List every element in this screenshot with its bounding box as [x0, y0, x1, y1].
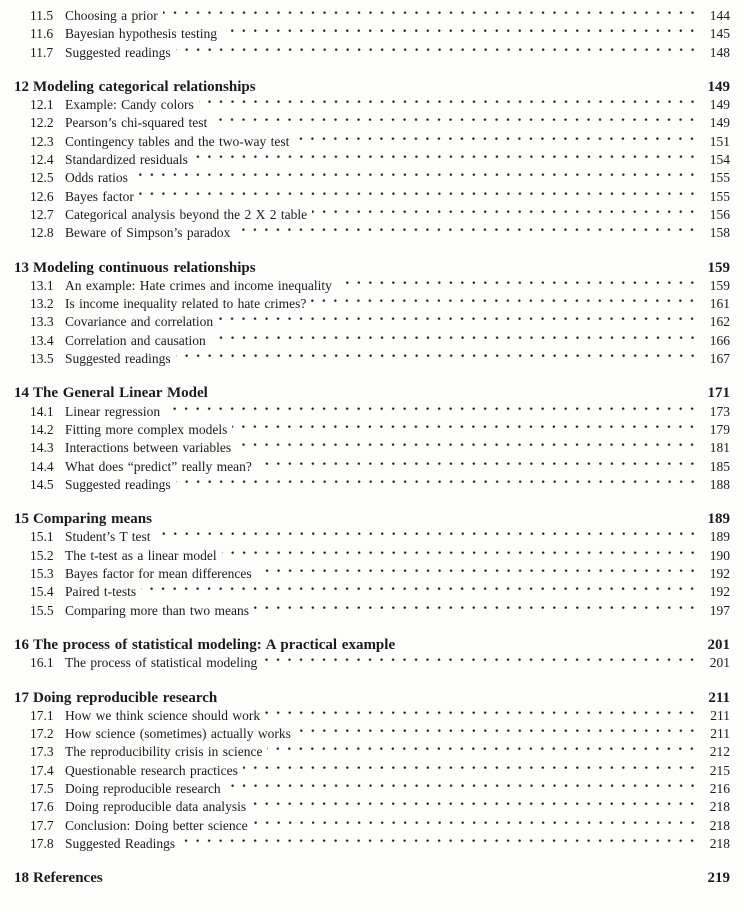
section-title: Example: Candy colors: [65, 97, 194, 113]
section-page-number: 166: [709, 332, 730, 348]
section-number: 11.5: [30, 8, 54, 23]
chapter-page-number: 171: [707, 385, 730, 402]
section-title: Questionable research practices: [65, 762, 238, 778]
section-page-number: 212: [709, 744, 730, 760]
section-title: The t-test as a linear model: [65, 547, 217, 563]
section-number: 12.7: [30, 206, 54, 222]
section-number: 17.3: [30, 744, 54, 760]
section-page-number: 158: [709, 225, 730, 241]
section-title: Suggested Readings: [65, 835, 176, 851]
section-number: 16.1: [30, 655, 54, 671]
toc-section-entry[interactable]: [30, 707, 730, 725]
toc-chapter-block: [14, 384, 730, 494]
section-number: 15.1: [30, 529, 54, 545]
section-title: Odds ratios: [65, 170, 128, 186]
section-page-number: 148: [709, 44, 730, 60]
section-title: An example: Hate crimes and income inequality: [65, 277, 332, 293]
section-title: Is income inequality related to hate crimes?: [65, 296, 307, 312]
toc-section-entry[interactable]: [30, 224, 730, 242]
section-number: 11.6: [30, 26, 54, 42]
toc-section-entry[interactable]: [30, 403, 730, 421]
dot-leader: [176, 44, 698, 62]
section-number: 17.8: [30, 835, 54, 851]
section-number: 14.5: [30, 476, 54, 492]
section-page-number: 218: [709, 817, 730, 833]
section-page-number: 145: [709, 26, 730, 42]
dot-leader: [311, 295, 698, 313]
dot-leader: [211, 332, 698, 350]
section-title: Pearson’s chi-squared test: [65, 115, 208, 131]
dot-leader: [165, 403, 698, 421]
toc-chapter-entry[interactable]: [14, 259, 730, 277]
section-page-number: 149: [709, 115, 730, 131]
chapter-title: The process of statistical modeling: A practical example: [33, 636, 396, 653]
dot-leader: [139, 188, 698, 206]
dot-leader: [193, 151, 698, 169]
section-title: Comparing more than two means: [65, 602, 249, 618]
section-title: Doing reproducible data analysis: [65, 799, 247, 815]
section-page-number: 151: [709, 133, 730, 149]
toc-section-entry[interactable]: [30, 547, 730, 565]
toc-section-entry[interactable]: [30, 133, 730, 151]
section-number: 12.1: [30, 97, 54, 113]
toc-section-entry[interactable]: [30, 421, 730, 439]
toc-section-entry[interactable]: [30, 7, 730, 25]
dot-leader: [257, 458, 698, 476]
section-page-number: 156: [709, 206, 730, 222]
toc-section-entry[interactable]: [30, 169, 730, 187]
chapter-number: 16: [14, 636, 29, 653]
section-number: 12.3: [30, 133, 54, 149]
toc-section-entry[interactable]: [30, 277, 730, 295]
section-page-number: 185: [709, 458, 730, 474]
section-number: 15.5: [30, 602, 54, 618]
dot-leader: [267, 743, 698, 761]
section-title: How science (sometimes) actually works: [65, 726, 291, 742]
chapter-page-number: 201: [707, 636, 730, 653]
section-page-number: 181: [709, 440, 730, 456]
dot-leader: [254, 602, 698, 620]
dot-leader: [296, 725, 698, 743]
dot-leader: [133, 169, 698, 187]
section-number: 14.3: [30, 440, 54, 456]
dot-leader: [253, 817, 698, 835]
toc-section-entry[interactable]: [30, 476, 730, 494]
toc-chapter-entry[interactable]: [14, 384, 730, 402]
dot-leader: [176, 476, 698, 494]
section-number: 12.5: [30, 170, 54, 186]
section-page-number: 218: [709, 799, 730, 815]
section-page-number: 179: [709, 421, 730, 437]
section-title: Contingency tables and the two-way test: [65, 133, 290, 149]
dot-leader: [232, 421, 698, 439]
section-page-number: 173: [709, 403, 730, 419]
dot-leader: [236, 439, 698, 457]
section-page-number: 155: [709, 170, 730, 186]
section-title: Student’s T test: [65, 529, 151, 545]
section-number: 17.4: [30, 762, 54, 778]
section-number: 17.2: [30, 726, 54, 742]
toc-section-entry[interactable]: [30, 332, 730, 350]
toc-section-entry[interactable]: [30, 151, 730, 169]
dot-leader: [212, 114, 698, 132]
section-title: What does “predict” really mean?: [65, 458, 252, 474]
toc-chapter-block: [14, 259, 730, 369]
toc-section-entry[interactable]: [30, 654, 730, 672]
chapter-number: 13: [14, 259, 29, 276]
toc-section-entry[interactable]: [30, 96, 730, 114]
dot-leader: [176, 350, 698, 368]
section-title: The reproducibility crisis in science: [65, 744, 263, 760]
chapter-title: Comparing means: [33, 511, 152, 528]
dot-leader: [180, 835, 698, 853]
section-number: 12.6: [30, 188, 54, 204]
section-number: 17.6: [30, 799, 54, 815]
toc-section-entry[interactable]: [30, 25, 730, 43]
dot-leader: [218, 313, 698, 331]
section-page-number: 161: [709, 296, 730, 312]
section-number: 14.4: [30, 458, 54, 474]
toc-section-entry[interactable]: [30, 743, 730, 761]
section-title: Beware of Simpson’s paradox: [65, 225, 231, 241]
toc-chapter-entry[interactable]: [14, 869, 730, 887]
chapter-title: The General Linear Model: [33, 385, 208, 402]
section-page-number: 192: [709, 584, 730, 600]
toc-chapter-block: [14, 689, 730, 854]
toc-section-entry[interactable]: [30, 313, 730, 331]
section-number: 15.2: [30, 547, 54, 563]
section-page-number: 155: [709, 188, 730, 204]
toc-section-entry[interactable]: [30, 114, 730, 132]
chapter-page-number: 159: [707, 259, 730, 276]
section-number: 17.5: [30, 780, 54, 796]
dot-leader: [257, 565, 698, 583]
section-number: 11.7: [30, 44, 54, 60]
toc-section-entry[interactable]: [30, 762, 730, 780]
toc-section-entry[interactable]: [30, 835, 730, 853]
toc-chapter-entry[interactable]: [14, 689, 730, 707]
section-number: 13.1: [30, 277, 54, 293]
section-title: Conclusion: Doing better science: [65, 817, 248, 833]
section-title: Doing reproducible research: [65, 780, 221, 796]
toc-chapter-block: [14, 510, 730, 620]
chapter-number: 12: [14, 78, 29, 95]
section-number: 12.8: [30, 225, 54, 241]
section-page-number: 216: [709, 780, 730, 796]
section-title: Bayes factor for mean differences: [65, 566, 252, 582]
toc-chapter-entry[interactable]: [14, 78, 730, 96]
toc-section-entry[interactable]: [30, 188, 730, 206]
toc-chapter-block: [14, 78, 730, 243]
section-title: Paired t-tests: [65, 584, 137, 600]
dot-leader: [312, 206, 698, 224]
section-page-number: 189: [709, 529, 730, 545]
toc-section-entry[interactable]: [30, 725, 730, 743]
section-title: Interactions between variables: [65, 440, 232, 456]
chapter-number: 14: [14, 385, 29, 402]
section-page-number: 188: [709, 476, 730, 492]
section-title: Suggested readings: [65, 44, 171, 60]
section-number: 17.1: [30, 707, 54, 723]
chapter-page-number: 149: [707, 78, 730, 95]
toc-section-entry[interactable]: [30, 583, 730, 601]
section-title: Linear regression: [65, 403, 161, 419]
section-page-number: 167: [709, 351, 730, 367]
section-page-number: 211: [710, 726, 730, 742]
toc-section-entry[interactable]: [30, 602, 730, 620]
section-number: 14.1: [30, 403, 54, 419]
section-page-number: 162: [709, 314, 730, 330]
section-page-number: 218: [709, 835, 730, 851]
toc-section-entry[interactable]: [30, 295, 730, 313]
section-page-number: 154: [709, 152, 730, 168]
dot-leader: [141, 583, 698, 601]
section-number: 13.5: [30, 351, 54, 367]
section-title: Choosing a prior: [65, 8, 158, 23]
chapter-title: Modeling categorical relationships: [33, 78, 256, 95]
dot-leader: [294, 133, 698, 151]
section-title: Bayes factor: [65, 188, 134, 204]
toc-section-entry[interactable]: [30, 528, 730, 546]
chapter-page-number: 189: [707, 511, 730, 528]
chapter-title: Modeling continuous relationships: [33, 259, 256, 276]
section-number: 15.4: [30, 584, 54, 600]
dot-leader: [222, 25, 698, 43]
chapter-number: 18: [14, 870, 29, 887]
dot-leader: [262, 654, 698, 672]
dot-leader: [251, 798, 698, 816]
section-title: Covariance and correlation: [65, 314, 214, 330]
section-title: Categorical analysis beyond the 2 X 2 table: [65, 206, 308, 222]
toc-section-entry[interactable]: [30, 798, 730, 816]
dot-leader: [265, 707, 698, 725]
section-title: The process of statistical modeling: [65, 655, 258, 671]
section-number: 12.4: [30, 152, 54, 168]
toc-section-entry[interactable]: [30, 817, 730, 835]
section-number: 14.2: [30, 421, 54, 437]
toc-chapter-block: [14, 869, 730, 887]
dot-leader: [337, 277, 698, 295]
chapter-page-number: 219: [707, 870, 730, 887]
section-page-number: 201: [709, 655, 730, 671]
section-number: 13.2: [30, 296, 54, 312]
toc-section-entry[interactable]: [30, 458, 730, 476]
dot-leader: [235, 224, 698, 242]
toc-section-entry[interactable]: [30, 44, 730, 62]
chapter-title: References: [33, 870, 103, 887]
section-page-number: 190: [709, 547, 730, 563]
toc: [14, 7, 730, 887]
toc-section-entry[interactable]: [30, 206, 730, 224]
section-page-number: 215: [709, 762, 730, 778]
chapter-page-number: 211: [708, 689, 730, 706]
section-title: How we think science should work: [65, 707, 261, 723]
toc-section-entry[interactable]: [30, 350, 730, 368]
section-title: Fitting more complex models: [65, 421, 228, 437]
section-title: Standardized residuals: [65, 152, 188, 168]
chapter-number: 17: [14, 689, 29, 706]
section-page-number: 149: [709, 97, 730, 113]
section-number: 15.3: [30, 566, 54, 582]
section-title: Bayesian hypothesis testing: [65, 26, 217, 42]
section-page-number: 144: [709, 8, 730, 23]
section-number: 13.3: [30, 314, 54, 330]
toc-section-entry[interactable]: [30, 439, 730, 457]
section-title: Suggested readings: [65, 476, 171, 492]
dot-leader: [222, 547, 698, 565]
toc-section-entry[interactable]: [30, 565, 730, 583]
dot-leader: [226, 780, 698, 798]
section-page-number: 192: [709, 566, 730, 582]
toc-chapter-block: [14, 636, 730, 673]
dot-leader: [243, 762, 698, 780]
dot-leader: [199, 96, 698, 114]
section-page-number: 159: [709, 277, 730, 293]
dot-leader: [156, 528, 698, 546]
section-page-number: 197: [709, 602, 730, 618]
toc-section-entry[interactable]: [30, 780, 730, 798]
section-title: Suggested readings: [65, 351, 171, 367]
dot-leader: [163, 7, 698, 25]
section-number: 12.2: [30, 115, 54, 131]
chapter-number: 15: [14, 511, 29, 528]
toc-chapter-entry[interactable]: [14, 636, 730, 654]
section-number: 17.7: [30, 817, 54, 833]
toc-chapter-entry[interactable]: [14, 510, 730, 528]
section-page-number: 211: [710, 707, 730, 723]
chapter-title: Doing reproducible research: [33, 689, 218, 706]
section-title: Correlation and causation: [65, 332, 206, 348]
section-number: 13.4: [30, 332, 54, 348]
